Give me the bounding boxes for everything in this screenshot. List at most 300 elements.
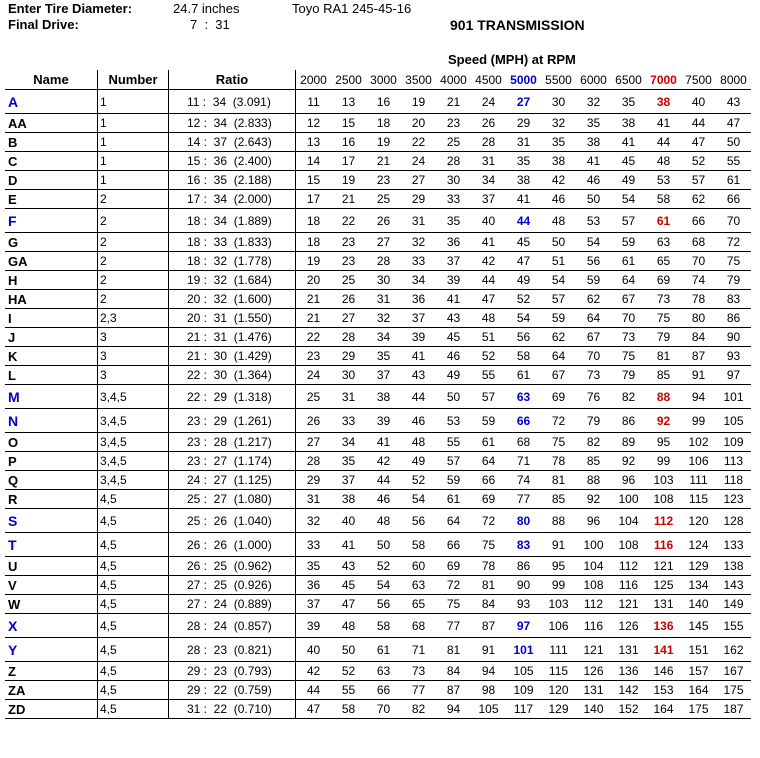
speed-cell: 136 [646,614,681,638]
gear-number: 4,5 [98,638,169,662]
gear-ratio: 24 : 27 (1.125) [169,471,296,490]
gear-number: 4,5 [98,681,169,700]
speed-cell: 38 [366,385,401,409]
speed-cell: 77 [436,614,471,638]
speed-cell: 49 [611,171,646,190]
speed-cell: 59 [436,471,471,490]
speed-cell: 36 [401,290,436,309]
speed-cell: 22 [331,209,366,233]
speed-cell: 30 [541,90,576,114]
speed-cell: 76 [576,385,611,409]
speed-cell: 31 [331,385,366,409]
gear-ratio: 23 : 29 (1.261) [169,409,296,433]
speed-cell: 89 [611,433,646,452]
speed-cell: 26 [471,114,506,133]
speed-cell: 55 [331,681,366,700]
speed-cell: 44 [471,271,506,290]
speed-cell: 38 [541,152,576,171]
speed-cell: 38 [611,114,646,133]
speed-cell: 63 [506,385,541,409]
gear-number: 3 [98,366,169,385]
speed-cell: 134 [681,576,716,595]
gear-number: 3,4,5 [98,385,169,409]
speed-cell: 39 [401,328,436,347]
speed-cell: 62 [541,328,576,347]
speed-cell: 25 [296,385,332,409]
speed-cell: 42 [366,452,401,471]
speed-cell: 94 [436,700,471,719]
speed-cell: 108 [646,490,681,509]
speed-cell: 45 [611,152,646,171]
speed-cell: 175 [681,700,716,719]
speed-cell: 47 [471,290,506,309]
gear-name: X [5,614,98,638]
speed-cell: 13 [296,133,332,152]
gear-ratio: 18 : 32 (1.778) [169,252,296,271]
speed-cell: 48 [366,509,401,533]
speed-cell: 37 [471,190,506,209]
speed-cell: 38 [506,171,541,190]
speed-cell: 101 [506,638,541,662]
speed-cell: 152 [611,700,646,719]
speed-cell: 35 [541,133,576,152]
rpm-header-2500: 2500 [331,70,366,90]
speed-title: Speed (MPH) at RPM [448,52,576,67]
speed-cell: 90 [506,576,541,595]
speed-cell: 71 [506,452,541,471]
gear-ratio: 21 : 31 (1.476) [169,328,296,347]
gear-number: 3 [98,328,169,347]
speed-cell: 20 [296,271,332,290]
gear-name: ZD [5,700,98,719]
speed-cell: 29 [331,347,366,366]
speed-cell: 98 [471,681,506,700]
speed-cell: 52 [366,557,401,576]
speed-cell: 25 [366,190,401,209]
speed-cell: 70 [681,252,716,271]
speed-cell: 31 [506,133,541,152]
speed-cell: 34 [331,433,366,452]
table-row [5,385,751,409]
speed-cell: 129 [541,700,576,719]
speed-cell: 50 [331,638,366,662]
speed-cell: 44 [681,114,716,133]
gear-ratio: 21 : 30 (1.429) [169,347,296,366]
speed-cell: 97 [716,366,751,385]
speed-cell: 41 [611,133,646,152]
gear-number: 2 [98,233,169,252]
speed-cell: 44 [646,133,681,152]
speed-cell: 53 [646,171,681,190]
gear-name: K [5,347,98,366]
speed-cell: 74 [506,471,541,490]
column-header-number: Number [98,70,169,90]
speed-cell: 34 [366,328,401,347]
table-row [5,662,751,681]
speed-cell: 29 [401,190,436,209]
gear-ratio: 28 : 24 (0.857) [169,614,296,638]
speed-cell: 64 [611,271,646,290]
speed-cell: 129 [681,557,716,576]
speed-cell: 143 [716,576,751,595]
final-drive-value[interactable]: 7 : 31 [190,17,230,32]
table-row [5,252,751,271]
speed-cell: 46 [366,490,401,509]
gear-name: D [5,171,98,190]
speed-cell: 48 [541,209,576,233]
speed-cell: 131 [576,681,611,700]
gear-number: 2 [98,271,169,290]
speed-cell: 40 [471,209,506,233]
speed-cell: 20 [401,114,436,133]
rpm-header-7000: 7000 [646,70,681,90]
speed-cell: 45 [506,233,541,252]
speed-cell: 68 [401,614,436,638]
speed-cell: 51 [471,328,506,347]
speed-cell: 72 [436,576,471,595]
speed-cell: 14 [296,152,332,171]
gear-number: 2 [98,190,169,209]
speed-cell: 48 [331,614,366,638]
speed-cell: 35 [576,114,611,133]
gear-name: Y [5,638,98,662]
speed-cell: 62 [576,290,611,309]
gear-name: L [5,366,98,385]
speed-cell: 49 [506,271,541,290]
speed-cell: 73 [611,328,646,347]
speed-cell: 57 [436,452,471,471]
speed-cell: 34 [401,271,436,290]
speed-cell: 126 [611,614,646,638]
speed-cell: 82 [611,385,646,409]
speed-cell: 52 [331,662,366,681]
rpm-header-7500: 7500 [681,70,716,90]
table-row [5,452,751,471]
speed-cell: 140 [576,700,611,719]
tire-diameter-label: Enter Tire Diameter: [8,1,133,16]
speed-cell: 23 [296,347,332,366]
speed-cell: 42 [471,252,506,271]
rpm-header-8000: 8000 [716,70,751,90]
speed-cell: 47 [716,114,751,133]
gear-name: P [5,452,98,471]
gear-ratio: 11 : 34 (3.091) [169,90,296,114]
speed-cell: 68 [681,233,716,252]
speed-cell: 66 [716,190,751,209]
gear-number: 2 [98,290,169,309]
speed-cell: 43 [401,366,436,385]
speed-cell: 45 [331,576,366,595]
speed-cell: 37 [366,366,401,385]
speed-cell: 30 [436,171,471,190]
speed-cell: 167 [716,662,751,681]
speed-cell: 66 [366,681,401,700]
speed-cell: 187 [716,700,751,719]
speed-cell: 58 [646,190,681,209]
speed-cell: 93 [716,347,751,366]
tire-model: Toyo RA1 245-45-16 [292,1,412,16]
speed-cell: 117 [506,700,541,719]
speed-cell: 93 [506,595,541,614]
gear-ratio: 25 : 26 (1.040) [169,509,296,533]
speed-cell: 27 [401,171,436,190]
speed-cell: 116 [646,533,681,557]
speed-cell: 72 [716,233,751,252]
speed-cell: 63 [401,576,436,595]
speed-cell: 90 [716,328,751,347]
speed-cell: 24 [471,90,506,114]
speed-cell: 25 [331,271,366,290]
speed-cell: 38 [331,490,366,509]
speed-cell: 78 [471,557,506,576]
gear-ratio: 17 : 34 (2.000) [169,190,296,209]
gear-ratio: 22 : 30 (1.364) [169,366,296,385]
speed-cell: 103 [646,471,681,490]
tire-diameter-value[interactable]: 24.7 inches [173,1,240,16]
speed-cell: 84 [681,328,716,347]
speed-cell: 27 [296,433,332,452]
speed-cell: 115 [541,662,576,681]
speed-cell: 23 [331,233,366,252]
speed-cell: 153 [646,681,681,700]
speed-cell: 111 [681,471,716,490]
speed-cell: 64 [576,309,611,328]
table-row [5,233,751,252]
table-header-row [5,70,751,90]
gear-ratio: 23 : 27 (1.174) [169,452,296,471]
speed-cell: 123 [716,490,751,509]
gear-number: 1 [98,171,169,190]
speed-cell: 50 [366,533,401,557]
speed-cell: 106 [541,614,576,638]
gear-name: Z [5,662,98,681]
speed-cell: 99 [541,576,576,595]
speed-cell: 43 [436,309,471,328]
speed-cell: 131 [611,638,646,662]
gear-name: H [5,271,98,290]
gear-ratio: 26 : 25 (0.962) [169,557,296,576]
table-row [5,152,751,171]
table-row [5,409,751,433]
speed-cell: 65 [646,252,681,271]
speed-cell: 121 [611,595,646,614]
gear-number: 4,5 [98,662,169,681]
speed-cell: 69 [436,557,471,576]
speed-cell: 145 [681,614,716,638]
speed-cell: 96 [576,509,611,533]
speed-cell: 54 [401,490,436,509]
speed-cell: 116 [576,614,611,638]
speed-cell: 37 [331,471,366,490]
speed-cell: 92 [611,452,646,471]
speed-cell: 35 [506,152,541,171]
gear-ratio: 31 : 22 (0.710) [169,700,296,719]
rpm-header-6000: 6000 [576,70,611,90]
speed-cell: 41 [646,114,681,133]
gear-ratio: 15 : 36 (2.400) [169,152,296,171]
speed-cell: 36 [436,233,471,252]
speed-cell: 73 [576,366,611,385]
speed-cell: 52 [506,290,541,309]
speed-cell: 28 [471,133,506,152]
speed-cell: 34 [471,171,506,190]
gear-name: C [5,152,98,171]
gear-ratio: 12 : 34 (2.833) [169,114,296,133]
speed-cell: 88 [576,471,611,490]
table-body [5,90,751,719]
speed-cell: 99 [681,409,716,433]
speed-cell: 24 [401,152,436,171]
speed-cell: 125 [646,576,681,595]
speed-cell: 21 [366,152,401,171]
speed-cell: 75 [541,433,576,452]
speed-cell: 22 [296,328,332,347]
speed-cell: 58 [366,614,401,638]
speed-cell: 52 [401,471,436,490]
speed-cell: 19 [366,133,401,152]
speed-cell: 58 [401,533,436,557]
gear-name: E [5,190,98,209]
speed-cell: 85 [541,490,576,509]
speed-cell: 18 [296,209,332,233]
transmission-title: 901 TRANSMISSION [450,17,585,33]
speed-cell: 104 [611,509,646,533]
speed-cell: 33 [436,190,471,209]
speed-cell: 80 [506,509,541,533]
gear-name: N [5,409,98,433]
gear-number: 2 [98,252,169,271]
speed-cell: 58 [506,347,541,366]
speed-cell: 54 [506,309,541,328]
speed-cell: 48 [401,433,436,452]
table-row [5,271,751,290]
speed-cell: 32 [366,309,401,328]
gear-number: 4,5 [98,557,169,576]
speed-cell: 80 [681,309,716,328]
speed-cell: 16 [331,133,366,152]
speed-cell: 19 [331,171,366,190]
speed-cell: 88 [646,385,681,409]
speed-cell: 96 [611,471,646,490]
speed-cell: 41 [576,152,611,171]
speed-cell: 112 [611,557,646,576]
gear-name: W [5,595,98,614]
speed-cell: 83 [506,533,541,557]
gear-ratio: 28 : 23 (0.821) [169,638,296,662]
speed-cell: 73 [401,662,436,681]
table-row [5,328,751,347]
speed-cell: 103 [541,595,576,614]
table-row [5,557,751,576]
speed-cell: 116 [611,576,646,595]
gear-name: B [5,133,98,152]
speed-cell: 141 [646,638,681,662]
speed-cell: 60 [401,557,436,576]
speed-cell: 64 [471,452,506,471]
speed-cell: 115 [681,490,716,509]
speed-cell: 68 [506,433,541,452]
speed-cell: 99 [646,452,681,471]
speed-cell: 61 [646,209,681,233]
speed-cell: 17 [296,190,332,209]
speed-cell: 38 [576,133,611,152]
speed-cell: 52 [471,347,506,366]
gear-number: 4,5 [98,490,169,509]
speed-cell: 15 [296,171,332,190]
speed-cell: 53 [576,209,611,233]
speed-cell: 21 [296,309,332,328]
gear-ratio: 18 : 34 (1.889) [169,209,296,233]
speed-cell: 66 [471,471,506,490]
speed-cell: 100 [576,533,611,557]
speed-cell: 75 [646,309,681,328]
speed-cell: 118 [716,471,751,490]
speed-cell: 92 [646,409,681,433]
gear-number: 1 [98,152,169,171]
speed-cell: 43 [716,90,751,114]
final-drive-label: Final Drive: [8,17,79,32]
speed-cell: 75 [471,533,506,557]
speed-cell: 164 [681,681,716,700]
speed-cell: 28 [366,252,401,271]
speed-cell: 42 [541,171,576,190]
rpm-header-4500: 4500 [471,70,506,90]
speed-cell: 59 [541,309,576,328]
speed-cell: 24 [296,366,332,385]
speed-cell: 136 [611,662,646,681]
speed-cell: 66 [506,409,541,433]
speed-cell: 79 [611,366,646,385]
speed-cell: 15 [331,114,366,133]
speed-cell: 104 [576,557,611,576]
speed-cell: 28 [331,328,366,347]
speed-cell: 47 [681,133,716,152]
speed-cell: 46 [541,190,576,209]
speed-cell: 94 [681,385,716,409]
speed-cell: 121 [576,638,611,662]
speed-cell: 70 [576,347,611,366]
speed-cell: 53 [436,409,471,433]
gear-ratio: 19 : 32 (1.684) [169,271,296,290]
gear-name: R [5,490,98,509]
speed-cell: 77 [401,681,436,700]
gear-number: 1 [98,133,169,152]
speed-cell: 33 [296,533,332,557]
rpm-header-3500: 3500 [401,70,436,90]
gear-number: 2 [98,209,169,233]
speed-cell: 39 [436,271,471,290]
gear-number: 4,5 [98,614,169,638]
table-row [5,133,751,152]
speed-cell: 112 [576,595,611,614]
speed-cell: 86 [716,309,751,328]
speed-cell: 28 [296,452,332,471]
speed-cell: 82 [576,433,611,452]
speed-cell: 57 [541,290,576,309]
speed-cell: 67 [611,290,646,309]
speed-cell: 36 [296,576,332,595]
speed-cell: 59 [611,233,646,252]
table-row [5,509,751,533]
gear-name: Q [5,471,98,490]
speed-cell: 46 [436,347,471,366]
speed-cell: 87 [681,347,716,366]
speed-cell: 74 [681,271,716,290]
speed-cell: 105 [471,700,506,719]
gear-name: U [5,557,98,576]
speed-cell: 61 [611,252,646,271]
speed-cell: 28 [436,152,471,171]
